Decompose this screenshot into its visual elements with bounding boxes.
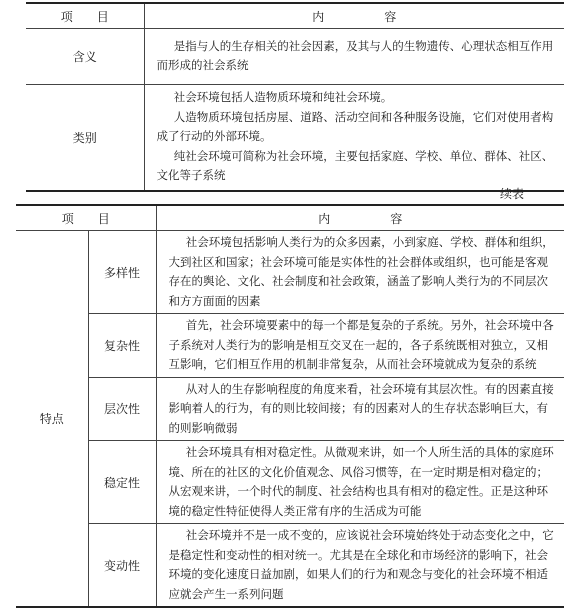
paragraph: 是指与人的生存相关的社会因素，及其与人的生物遗传、心理状态相互作用而形成的社会系统 xyxy=(156,38,554,72)
row-label-variability: 变动性 xyxy=(88,524,156,608)
header-item: 项 目 xyxy=(26,3,144,29)
header-content: 内 容 xyxy=(144,3,564,29)
paragraph: 首先，社会环境要素中的每一个都是复杂的子系统。另外，社会环境中各子系统对人类行为的影响是相互交叉在一起的，各子系统既相对独立，又相互影响，它们相互作用的机制非常复杂，从而社会环境就成为复杂的系统 xyxy=(168,318,554,371)
row-content-category xyxy=(144,85,564,191)
table-row xyxy=(16,377,564,441)
row-label-stability: 稳定性 xyxy=(88,441,156,524)
row-label-category: 类别 xyxy=(26,85,144,191)
row-content-meaning xyxy=(144,29,564,85)
row-label-hierarchy: 层次性 xyxy=(88,377,156,441)
characteristics-table xyxy=(16,204,564,608)
table-row xyxy=(16,524,564,608)
row-content-variability xyxy=(156,524,564,608)
table-row xyxy=(16,231,564,314)
definition-table xyxy=(26,2,564,192)
row-content-complexity xyxy=(156,314,564,378)
paragraph: 社会环境包括影响人类行为的众多因素，小到家庭、学校、群体和组织，大到社区和国家；社会环境可能是实体性的社会群体或组织，也可能是客观存在的舆论、文化、社会制度和社会政策，涵盖了影响人类行为的不同层次和方方面面的因素 xyxy=(168,235,554,308)
paragraph: 从对人的生存影响程度的角度来看，社会环境有其层次性。有的因素直接影响着人的行为，有的则比较间接；有的因素对人的生存状态影响巨大，有的则影响微弱 xyxy=(168,381,554,435)
category-label: 特点 xyxy=(16,231,88,608)
header-content: 内 容 xyxy=(156,205,564,231)
table-row xyxy=(26,29,564,85)
table-row xyxy=(26,85,564,191)
table-row xyxy=(16,441,564,524)
row-label-diversity: 多样性 xyxy=(88,231,156,314)
table-header-row xyxy=(16,205,564,231)
row-content-stability xyxy=(156,441,564,524)
row-label-complexity: 复杂性 xyxy=(88,314,156,378)
continuation-label: 续表 xyxy=(500,187,525,201)
table-header-row xyxy=(26,3,564,29)
paragraph: 社会环境具有相对稳定性。从微观来讲，如一个人所生活的具体的家庭环境、所在的社区的文化价值观念、风俗习惯等，在一定时期是相对稳定的；从宏观来讲，一个时代的制度、社会结构也具有相对的稳定性。正是这种环境的稳定性特征使得人类正常有序的生活成为可能 xyxy=(168,445,554,518)
paragraph: 人造物质环境包括房屋、道路、活动空间和各种服务设施，它们对使用者构成了行动的外部环境。 xyxy=(156,109,554,143)
header-item: 项 目 xyxy=(16,205,156,231)
row-content-hierarchy xyxy=(156,377,564,441)
paragraph: 社会环境包括人造物质环境和纯社会环境。 xyxy=(173,90,393,104)
table-row xyxy=(16,314,564,378)
row-content-diversity xyxy=(156,231,564,314)
row-label-meaning: 含义 xyxy=(26,29,144,85)
paragraph: 纯社会环境可简称为社会环境，主要包括家庭、学校、单位、群体、社区、文化等子系统 xyxy=(156,148,554,182)
paragraph: 社会环境并不是一成不变的，应该说社会环境始终处于动态变化之中，它是稳定性和变动性的相对统一。尤其是在全球化和市场经济的影响下，社会环境的变化速度日益加剧，如果人们的行为和观念与变化的社会环境不相适应就会产生一系列问题 xyxy=(168,528,554,601)
